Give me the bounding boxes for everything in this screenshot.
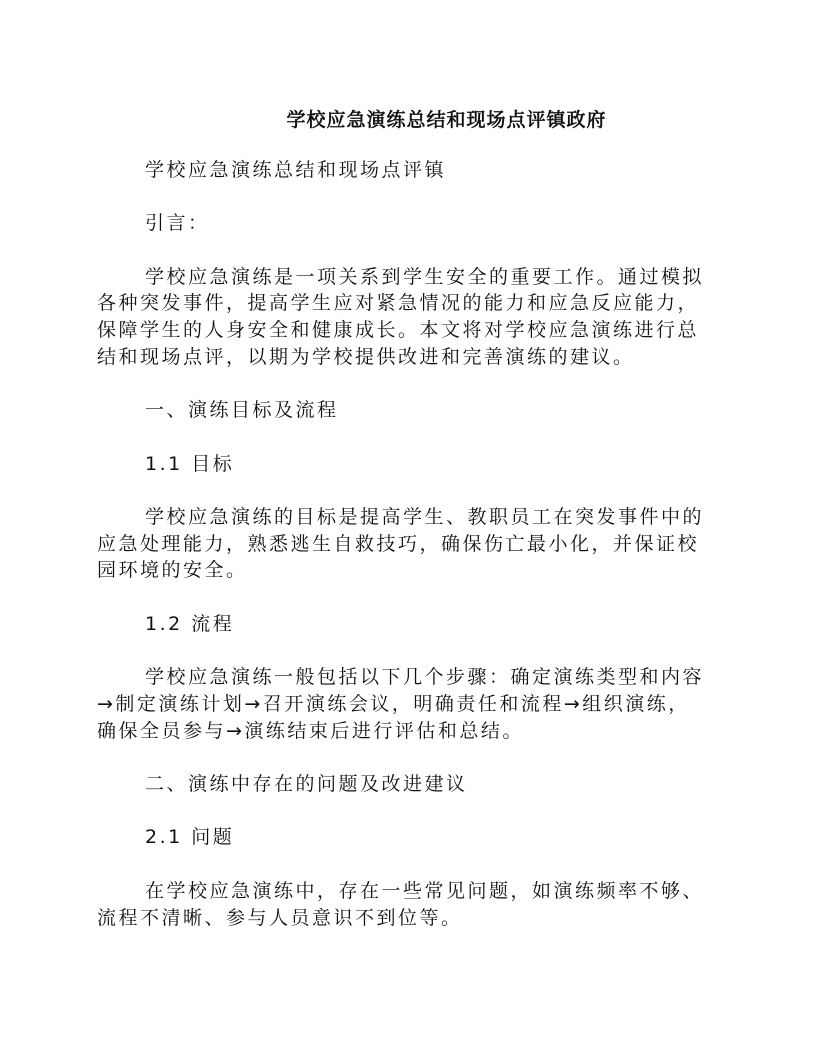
process-paragraph: 学校应急演练一般包括以下几个步骤：确定演练类型和内容 →制定演练计划→召开演练会议，明确责任和流程→组织演练， 确保全员参与→演练结束后进行评估和总结。 — [97, 666, 705, 742]
problem-paragraph: 在学校应急演练中，存在一些常见问题，如演练频率不够、 流程不清晰、参与人员意识不到位等。 — [97, 879, 705, 929]
subsection-heading-1-1: 1.1 目标 — [145, 452, 235, 475]
subsection-heading-2-1: 2.1 问题 — [145, 826, 235, 849]
subsection-heading-1-2: 1.2 流程 — [145, 612, 235, 635]
goal-paragraph: 学校应急演练的目标是提高学生、教职员工在突发事件中的 应急处理能力，熟悉逃生自救技巧，确保伤亡最小化，并保证校 园环境的安全。 — [97, 506, 705, 582]
subtitle-paragraph: 学校应急演练总结和现场点评镇 — [145, 159, 447, 181]
intro-paragraph: 学校应急演练是一项关系到学生安全的重要工作。通过模拟 各种突发事件，提高学生应对紧急情况的能力和应急反应能力， 保障学生的人身安全和健康成长。本文将对学校应急演练进行总 结和现场点评，以期为学校提供改进和完善演练的建议。 — [97, 265, 705, 368]
section-heading-2: 二、演练中存在的问题及改进建议 — [145, 773, 468, 796]
intro-heading: 引言： — [145, 212, 210, 235]
document-title: 学校应急演练总结和现场点评镇政府 — [286, 109, 607, 131]
section-heading-1: 一、演练目标及流程 — [145, 399, 339, 422]
